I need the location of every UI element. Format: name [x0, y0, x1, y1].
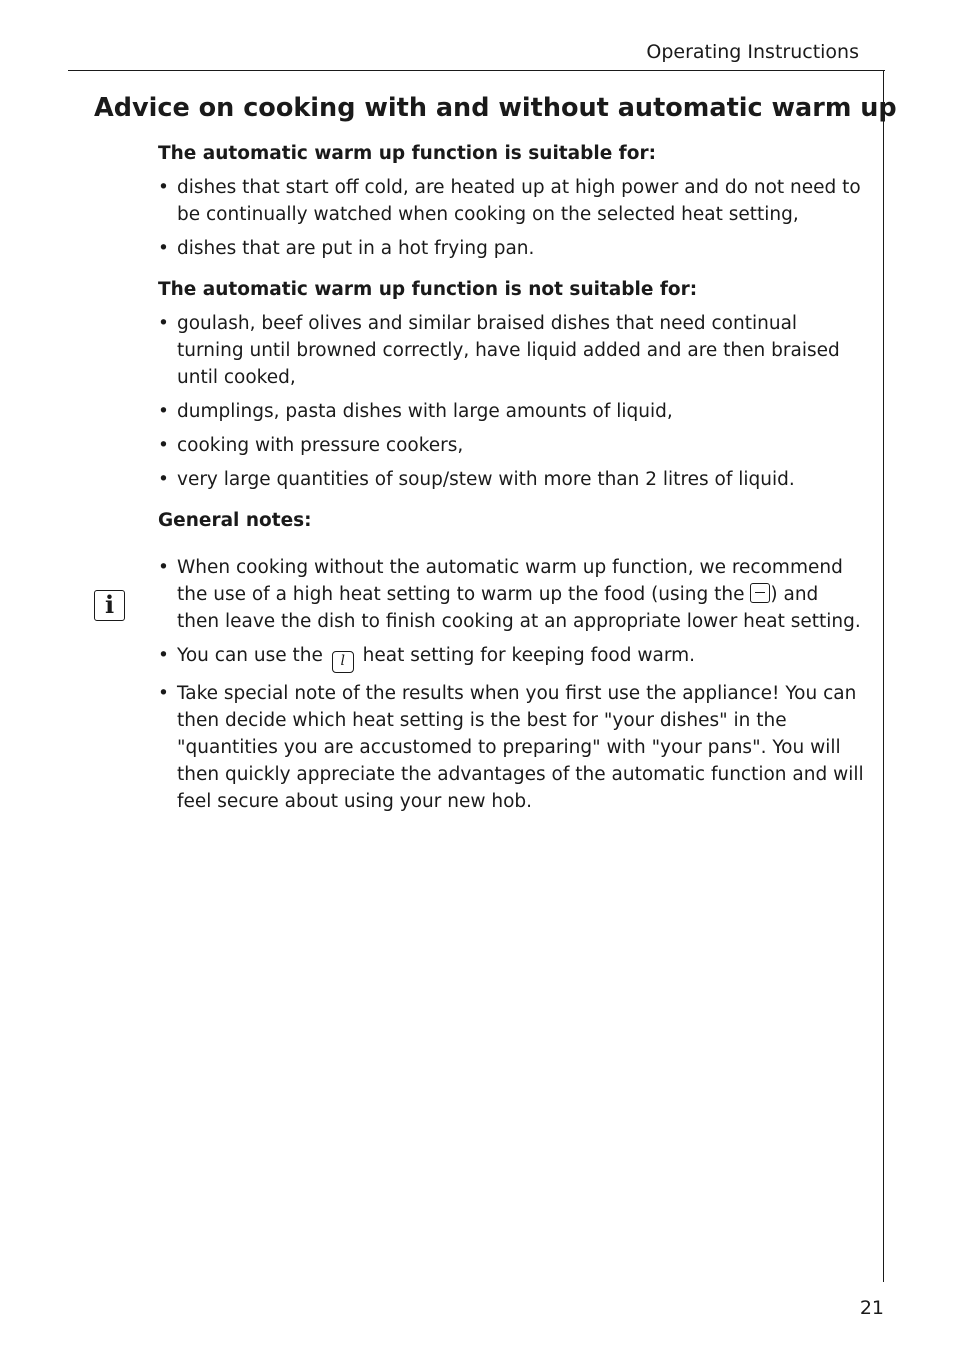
info-icon: i	[94, 590, 125, 621]
list-item	[158, 554, 864, 635]
note-text: When cooking without the automatic warm up function, we recommend the use of a high heat setting to warm up the food (using the	[177, 557, 843, 605]
list-item: • very large quantities of soup/stew with more than 2 litres of liquid.	[158, 466, 864, 493]
page-number: 21	[859, 1297, 884, 1319]
list-item: • dishes that are put in a hot frying pan.	[158, 235, 864, 262]
note-text: ) and then leave the dish to finish cooking at an appropriate lower heat setting.	[177, 584, 861, 632]
note-text: heat setting for keeping food warm.	[356, 645, 696, 666]
margin-rule	[883, 70, 884, 1282]
list-item: • dishes that start off cold, are heated up at high power and do not need to be continually watched when cooking on the selected heat setting,	[158, 174, 864, 228]
general-notes-heading: General notes:	[158, 510, 312, 531]
high-heat-setting-icon	[750, 583, 770, 603]
suitable-list	[158, 174, 864, 262]
not-suitable-list	[158, 310, 864, 493]
keep-warm-setting-icon: l	[332, 651, 354, 673]
page-content	[158, 140, 864, 822]
running-header: Operating Instructions	[646, 41, 859, 63]
not-suitable-heading: The automatic warm up function is not suitable for:	[158, 279, 698, 300]
general-notes-list	[158, 554, 864, 815]
page-title: Advice on cooking with and without automatic warm up	[94, 93, 897, 123]
list-item: • cooking with pressure cookers,	[158, 432, 864, 459]
list-item: • goulash, beef olives and similar braised dishes that need continual turning until browned correctly, have liquid added and are then braised until cooked,	[158, 310, 864, 391]
list-item: • dumplings, pasta dishes with large amounts of liquid,	[158, 398, 864, 425]
suitable-heading: The automatic warm up function is suitable for:	[158, 143, 656, 164]
header-rule	[68, 70, 885, 71]
list-item	[158, 642, 864, 673]
list-item: • Take special note of the results when you first use the appliance! You can then decide which heat setting is the best for "your dishes" in the "quantities you are accustomed to preparing" with "your pans". You will then quickly appreciate the advantages of the automatic function and will feel secure about using your new hob.	[158, 680, 864, 815]
note-text: You can use the	[177, 645, 329, 666]
